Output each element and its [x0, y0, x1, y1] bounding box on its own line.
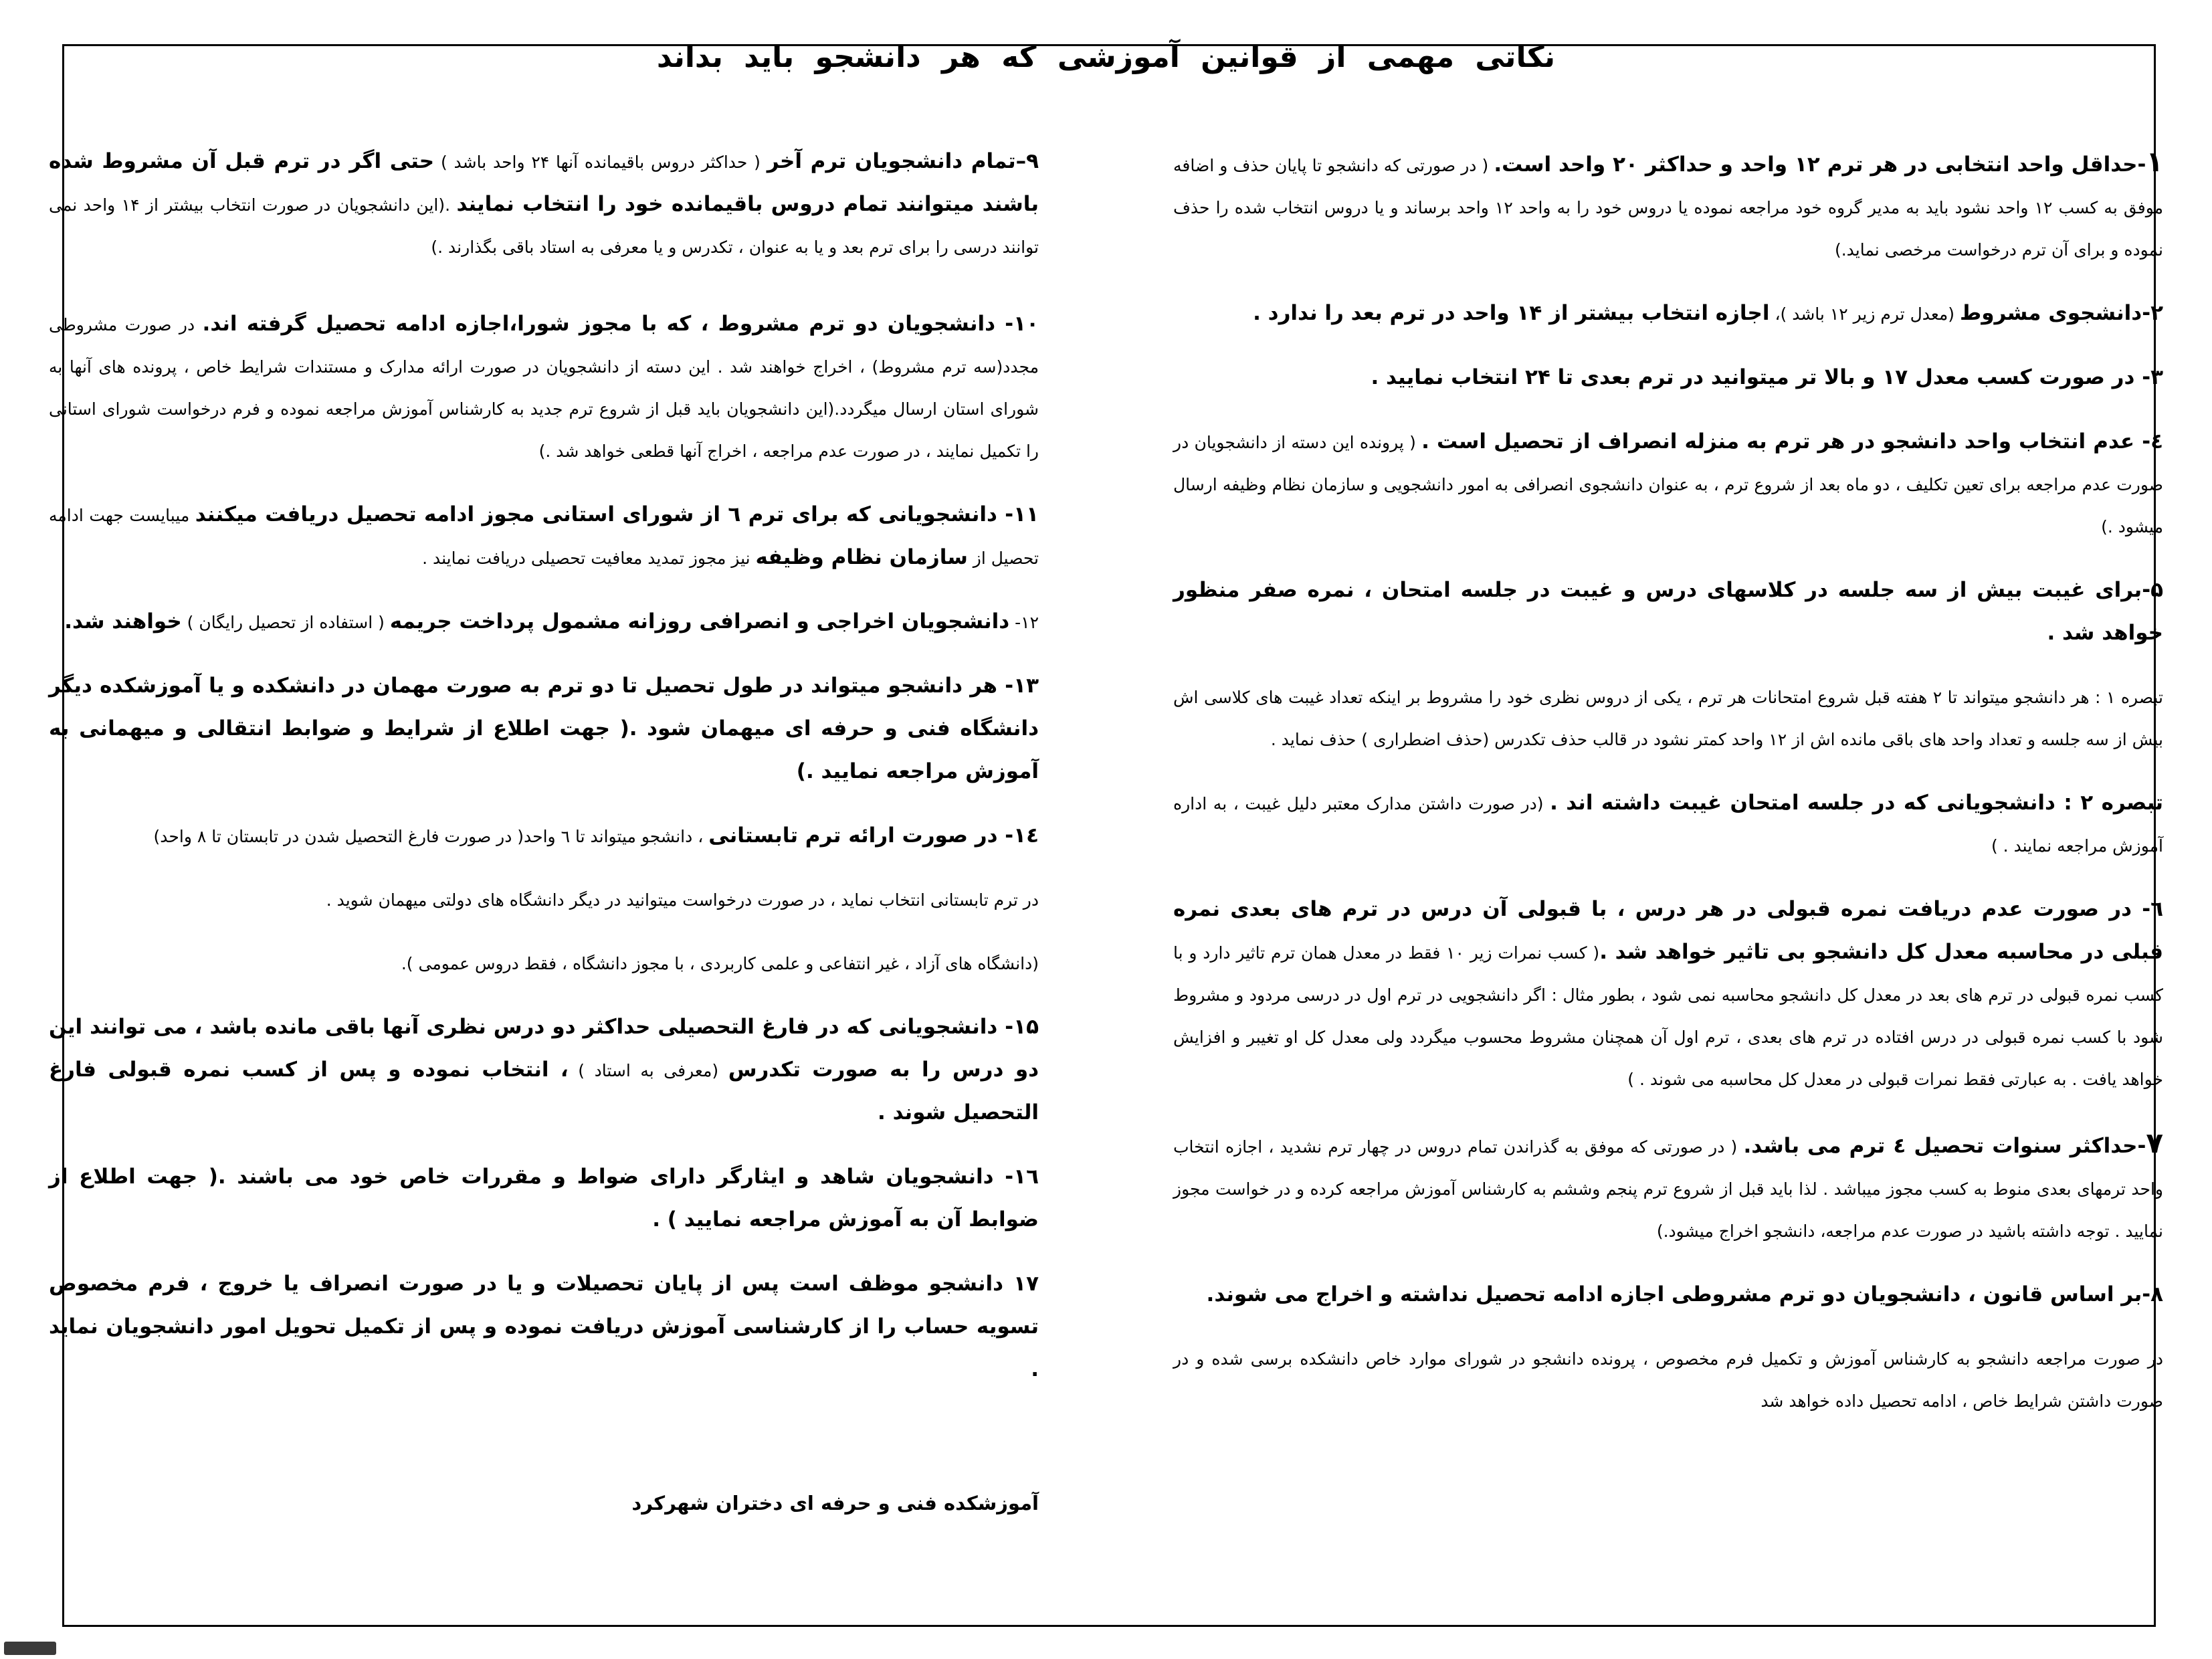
- rule-6: ٦- در صورت عدم دریافت نمره قبولی در هر درس ، با قبولی آن درس در ترم های بعدی نمره قبلی در محاسبه معدل کل دانشجو بی تاثیر خواهد شد .( کسب نمرات زیر ۱۰ فقط در معدل همان ترم تاثیر دارد و با کسب نمره قبولی در ترم های بعد در معدل کل دانشجو محاسبه نمی شود ، بطور مثال : اگر دانشجویی در ترم اول در درسی مردود و مشروط شود با کسب نمره قبولی در درس افتاده در ترم های بعدی ، ترم اول آن همچنان مشروط محسوب میگردد ولی معدل کل او تغیبر و افزایش خواهد یافت . به عبارتی فقط نمرات قبولی در معدل کل محاسبه می شوند . ): [1173, 897, 2163, 1089]
- rule-3: ۳- در صورت کسب معدل ۱۷ و بالا تر میتوانید در ترم بعدی تا ۲۴ انتخاب نمایید .: [1371, 365, 2163, 389]
- signature: آموزشکده فنی و حرفه ای دختران شهرکرد: [631, 1492, 1039, 1515]
- rule-5: ۵-برای غیبت بیش از سه جلسه در کلاسهای درس و غیبت در جلسه امتحان ، نمره صفر منظور خواهد شد .: [1173, 578, 2163, 645]
- left-column: [49, 140, 1039, 1515]
- rule-1: ۱-حداقل واحد انتخابی در هر ترم ۱۲ واحد و حداکثر ۲۰ واحد است. ( در صورتی که دانشجو تا پایان حذف و اضافه موفق به کسب ۱۲ واحد نشود باید به مدیر گروه خود مراجعه نموده یا دروس خود را به واحد ۱۲ واحد برساند و یا دروس انتخاب شده را حذف نموده و برای آن ترم درخواست مرخصی نماید.): [1173, 145, 2163, 260]
- rule-14-cont: در ترم تابستانی انتخاب نماید ، در صورت درخواست میتوانید در دیگر دانشگاه های دولتی میهمان شوید .: [326, 890, 1039, 910]
- rule-14: ۱٤- در صورت ارائه ترم تابستانی ، دانشجو میتواند تا ٦ واحد( در صورت فارغ التحصیل شدن در تابستان تا ۸ واحد): [153, 823, 1039, 848]
- rule-14-note: (دانشگاه های آزاد ، غیر انتفاعی و علمی کاربردی ، با مجوز دانشگاه ، فقط دروس عمومی ).: [401, 954, 1039, 973]
- right-column: [1173, 140, 2163, 1444]
- page-title: نکاتی مهمی از قوانین آموزشی که هر دانشجو باید بداند: [656, 40, 1556, 74]
- rule-11: ۱۱- دانشجویانی که برای ترم ٦ از شورای استانی مجوز ادامه تحصیل دریافت میکنند میبایست جهت ادامه تحصیل از سازمان نظام وظیفه نیز مجوز تمدید معافیت تحصیلی دریافت نمایند .: [49, 502, 1039, 569]
- rule-17: ۱۷ دانشجو موظف است پس از پایان تحصیلات و یا در صورت انصراف یا خروج ، فرم مخصوص تسویه حساب را از کارشناسی آموزش دریافت نموده و پس از تکمیل تحویل امور دانشجویان نماید .: [49, 1272, 1039, 1381]
- rule-13: ۱۳- هر دانشجو میتواند در طول تحصیل تا دو ترم به صورت مهمان در دانشکده و یا آموزشکده دیگر دانشگاه فنی و حرفه ای میهمان شود .( جهت اطلاع از شرایط و ضوابط انتقالی و میهمانی به آموزش مراجعه نمایید .): [49, 674, 1039, 783]
- rule-7: ۷-حداکثر سنوات تحصیل ٤ ترم می باشد. ( در صورتی که موفق به گذراندن تمام دروس در چهار ترم نشدید ، اجازه انتخاب واحد ترمهای بعدی منوط به کسب مجوز میباشد . لذا باید قبل از شروع ترم پنجم وششم به کارشناس آموزش مراجعه کرده و در خواست مجوز نمایید . توجه داشته باشید در صورت عدم مراجعه، دانشجو اخراج میشود.): [1173, 1127, 2163, 1241]
- rule-9: ۹–تمام دانشجویان ترم آخر ( حداکثر دروس باقیمانده آنها ۲۴ واحد باشد ) حتی اگر در ترم قبل آن مشروط شده باشند میتوانند تمام دروس باقیمانده خود را انتخاب نمایند .(این دانشجویان در صورت انتخاب بیشتر از ۱۴ واحد نمی توانند درسی را برای ترم بعد و یا به عنوان ، تکدرس و یا معرفی به استاد باقی بگذارند .): [49, 149, 1039, 257]
- rule-10: ۱۰- دانشجویان دو ترم مشروط ، که با مجوز شورا،اجازه ادامه تحصیل گرفته اند. در صورت مشروطی مجدد(سه ترم مشروط) ، اخراج خواهند شد . این دسته از دانشجویان در صورت ارائه مدارک و مستندات شرایط خاص ، پرونده های آنها به شورای استان ارسال میگردد.(این دانشجویان باید قبل از شروع ترم جدید به کارشناس آموزش مراجعه نموده و فرم درخواست شورای استانی را تکمیل نمایند ، در صورت عدم مراجعه ، اخراج آنها قطعی خواهد شد .): [49, 312, 1039, 461]
- rule-4: ٤- عدم انتخاب واحد دانشجو در هر ترم به منزله انصراف از تحصیل است . ( پرونده این دسته از دانشجویان در صورت عدم مراجعه برای تعین تکلیف ، دو ماه بعد از شروع ترم ، به عنوان دانشجوی انصرافی به امور دانشجویی و سازمان نظام وظیفه ارسال میشود .): [1173, 429, 2163, 536]
- note-1: تبصره ۱ : هر دانشجو میتواند تا ۲ هفته قبل شروع امتحانات هر ترم ، یکی از دروس نظری خود را مشروط بر اینکه تعداد غیبت های کلاسی اش بیش از سه جلسه و تعداد واحد های باقی مانده اش از ۱۲ واحد کمتر نشود در قالب حذف تکدرس (حذف اضطراری ) حذف نماید .: [1173, 688, 2163, 749]
- rule-12: ۱۲- دانشجویان اخراجی و انصرافی روزانه مشمول پرداخت جریمه ( استفاده از تحصیل رایگان ) خواهند شد.: [64, 609, 1039, 633]
- rule-8-note: در صورت مراجعه دانشجو به کارشناس آموزش و تکمیل فرم مخصوص ، پرونده دانشجو در شورای موارد خاص دانشکده برسی شده و در صورت داشتن شرایط خاص ، ادامه تحصیل داده خواهد شد: [1173, 1349, 2163, 1411]
- rule-8: ۸-بر اساس قانون ، دانشجویان دو ترم مشروطی اجازه ادامه تحصیل نداشته و اخراج می شوند.: [1206, 1282, 2163, 1306]
- rule-15: ۱۵- دانشجویانی که در فارغ التحصیلی حداکثر دو درس نظری آنها باقی مانده باشد ، می توانند این دو درس را به صورت تکدرس (معرفی به استاد ) ، انتخاب نموده و پس از کسب نمره قبولی فارغ التحصیل شوند .: [49, 1015, 1039, 1125]
- watermark-logo: [4, 1642, 56, 1655]
- rule-2: ۲-دانشجوی مشروط (معدل ترم زیر ۱۲ باشد )، اجازه انتخاب بیشتر از ۱۴ واحد در ترم بعد را ندارد .: [1253, 301, 2163, 325]
- rule-16: ۱٦- دانشجویان شاهد و ایثارگر دارای ضواط و مقررات خاص خود می باشند .( جهت اطلاع از ضوابط آن به آموزش مراجعه نمایید ) .: [49, 1165, 1039, 1232]
- note-2: تبصره ۲ : دانشجویانی که در جلسه امتحان غیبت داشته اند . (در صورت داشتن مدارک معتبر دلیل غیبت ، به اداره آموزش مراجعه نمایند . ): [1173, 791, 2163, 856]
